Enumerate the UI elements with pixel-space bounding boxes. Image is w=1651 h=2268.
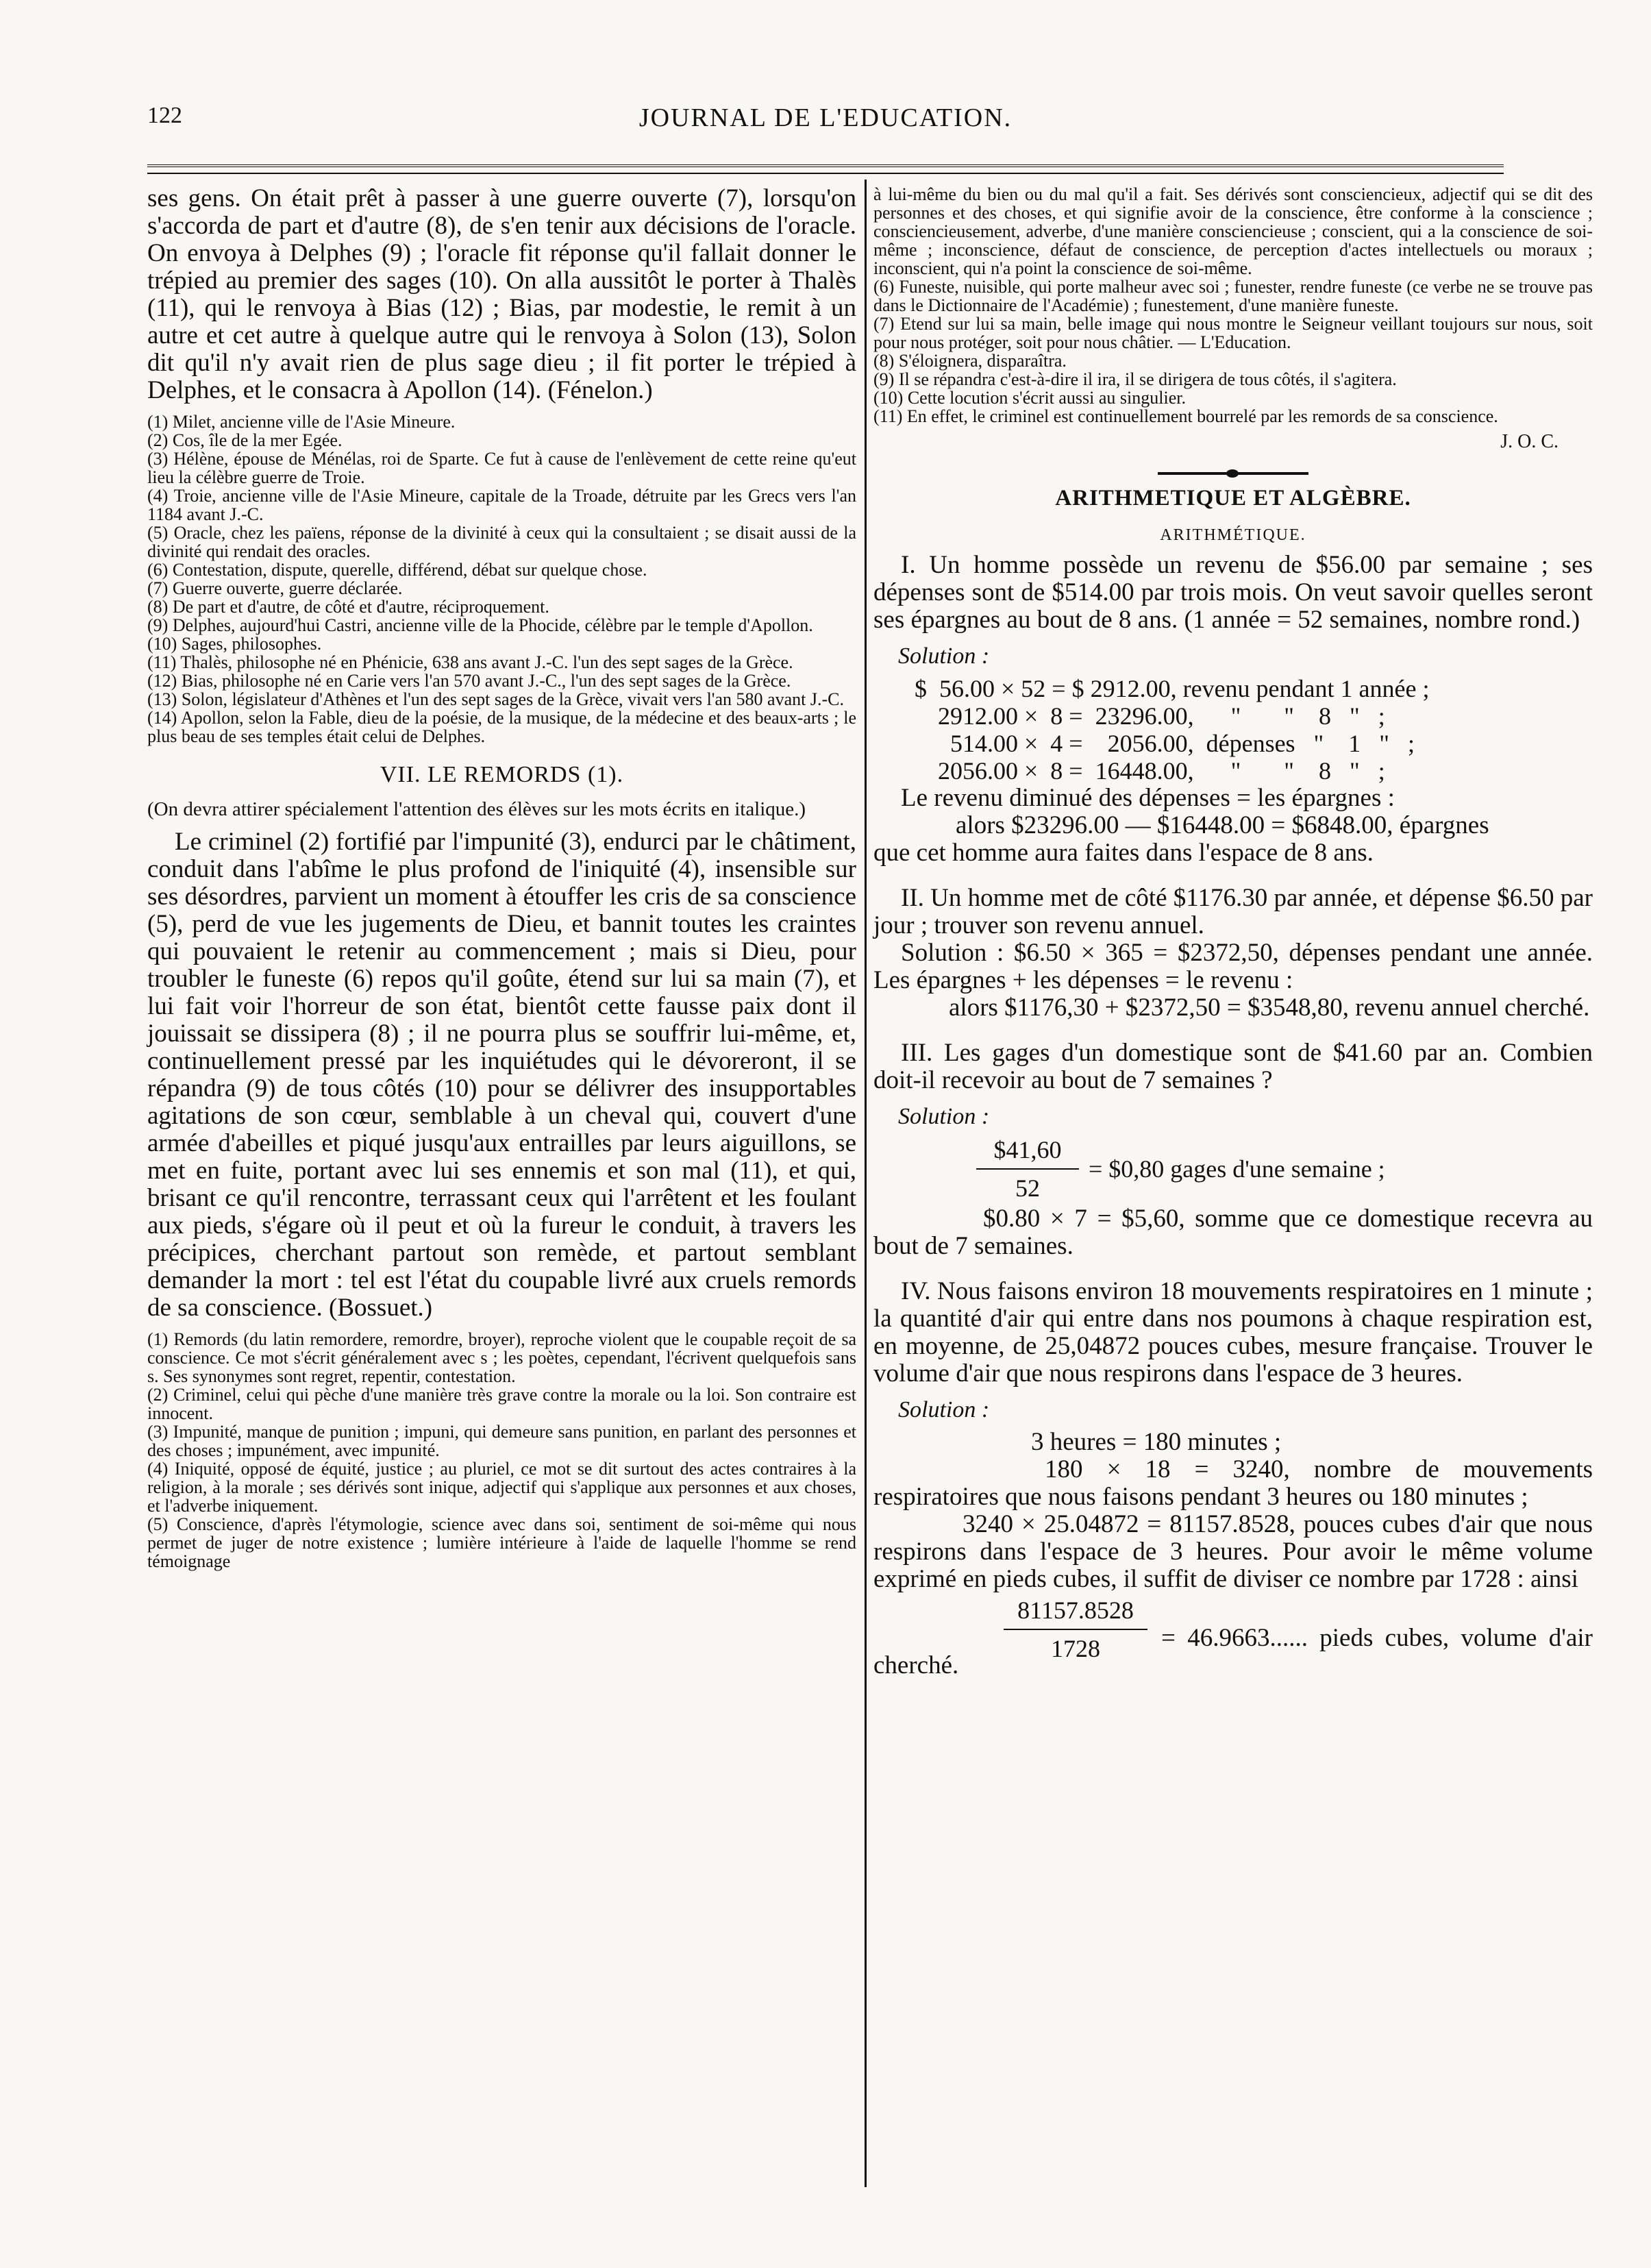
footnote: (10) Cette locution s'écrit aussi au singulier.: [873, 388, 1186, 408]
problem-1-calc: [915, 675, 1593, 785]
footnotes-remords: [147, 1330, 856, 1570]
solution-label: Solution :: [898, 1104, 990, 1129]
footnote: (4) Iniquité, opposé de équité, justice ; au pluriel, ce mot se dit surtout des actes contraires à la religion, à la morale ; ses dérivés sont inique, adjectif qui s'applique aux personnes et aux choses, et l'adverbe iniquement.: [147, 1459, 856, 1516]
header-rule-thin: [147, 173, 1504, 174]
footnote: (9) Il se répandra c'est-à-dire il ira, il se dirigera de tous côtés, il s'agitera.: [873, 369, 1397, 389]
problem-4-line-3: 3240 × 25.04872 = 81157.8528, pouces cubes d'air que nous respirons dans l'espace de 3 heures. Pour avoir le même volume exprimé en pieds cubes, il suffit de diviser ce nombre par 1728 : ainsi: [873, 1510, 1593, 1593]
problem-3: III. Les gages d'un domestique sont de $41.60 par an. Combien doit-il recevoir au bout de 7 semaines ?: [873, 1039, 1593, 1094]
left-column: [147, 185, 856, 1570]
page-number: 122: [147, 103, 182, 128]
problem-4-result: = 46.9663...... pieds cubes, volume d'air cherché.: [873, 1624, 1593, 1679]
footnote: (2) Criminel, celui qui pèche d'une manière très grave contre la morale ou la loi. Son contraire est innocent.: [147, 1385, 856, 1423]
remords-paragraph: Le criminel (2) fortifié par l'impunité (3), endurci par le châtiment, conduit dans l'abîme le plus profond de l'iniquité (4), insensible sur ses désordres, parvient un moment à étouffer les cris de sa conscience (5), perd de vue les jugements de Dieu, et bannit toutes les craintes qui pouvaient le retenir au commencement ; mais si Dieu, pour troubler le funeste (6) repos qu'il goûte, étend sur lui sa main (7), et lui fait voir l'horreur de son état, bientôt cette fausse paix dont il jouissait se dissipera (8) ; il ne pourra plus se souffrir lui-même, et, continuellement pressé par les inquiétudes qui le dévoreront, il se répandra (9) de tous côtés (10) pour se délivrer des insupportables agitations de son cœur, semblable à un cheval qui, couvert d'une armée d'abeilles et piqué jusqu'aux entrailles par leurs aiguillons, se met en fuite, portant avec lui ses ennemis et son mal (11), et qui, brisant ce qu'il rencontre, terrassant ceux qui l'arrêtent et les foulant aux pieds, s'égare où il peut et où la fureur le conduit, à travers les précipices, cherchant partout son remède, et partout semblant demander la mort : tel est l'état du coupable livré aux cruels remords de sa conscience. (Bossuet.): [147, 828, 856, 1322]
problem-1-conclusion-b: alors $23296.00 — $16448.00 = $6848.00, épargnes: [956, 811, 1489, 839]
fraction-denominator: 52: [1015, 1174, 1040, 1202]
footnote: (3) Hélène, épouse de Ménélas, roi de Sparte. Ce fut à cause de l'enlèvement de cette reine qu'eut lieu la célèbre guerre de Troie.: [147, 449, 856, 487]
solution-label: Solution :: [898, 643, 990, 669]
solution-label: Solution :: [898, 1397, 990, 1422]
section-title-arithmetique: ARITHMETIQUE ET ALGÈBRE.: [1055, 486, 1411, 510]
fraction-bar: [976, 1168, 1079, 1170]
footnote: (8) De part et d'autre, de côté et d'autre, réciproquement.: [147, 597, 549, 617]
calc-line: 2912.00 × 8 = 23296.00, " " 8 " ;: [938, 702, 1385, 730]
problem-2-conclusion: alors $1176,30 + $2372,50 = $3548,80, revenu annuel cherché.: [949, 994, 1590, 1022]
footnotes-fable: [147, 412, 856, 745]
footnote: (2) Cos, île de la mer Egée.: [147, 430, 343, 450]
footnote: (7) Etend sur lui sa main, belle image qui nous montre le Seigneur veillant toujours sur nous, soit pour nous protéger, soit pour nous châtier. — L'Education.: [873, 314, 1593, 352]
problem-1-conclusion-c: que cet homme aura faites dans l'espace de 8 ans.: [873, 839, 1374, 867]
footnote: (1) Remords (du latin remordere, remordre, broyer), reproche violent que le coupable reçoit de sa conscience. Ce mot s'écrit généralement avec s ; les poètes, cependant, l'écrivent quelquefois sans s. Ses synonymes sont regret, repentir, contestation.: [147, 1329, 856, 1386]
right-column: [873, 185, 1593, 1679]
footnote: à lui-même du bien ou du mal qu'il a fait. Ses dérivés sont consciencieux, adjectif qui se dit des personnes et des choses, et qui signifie avoir de la conscience, être conforme à la conscience ; consciencieusement, adverbe, d'une manière consciencieuse ; conscient, qui a la conscience de soi-même ; inconscience, défaut de conscience, de perception d'actes intellectuels ou moraux ; inconscient, qui n'a point la conscience de soi-même.: [873, 184, 1593, 278]
problem-2-solution: Solution : $6.50 × 365 = $2372,50, dépenses pendant une année. Les épargnes + les dépenses = le revenu :: [873, 939, 1593, 994]
footnote: (8) S'éloignera, disparaîtra.: [873, 351, 1067, 371]
footnote: (1) Milet, ancienne ville de l'Asie Mineure.: [147, 412, 456, 432]
section-title-remords: VII. LE REMORDS (1).: [380, 762, 624, 787]
calc-line: 514.00 × 4 = 2056.00, dépenses " 1 " ;: [950, 730, 1415, 757]
page-header: [147, 103, 1504, 144]
footnote: (5) Oracle, chez les païens, réponse de la divinité à ceux qui la consultaient ; se disait aussi de la divinité qui rendait des oracles.: [147, 523, 856, 561]
problem-3-fraction: [976, 1135, 1593, 1203]
footnote: (13) Solon, législateur d'Athènes et l'un des sept sages de la Grèce, vivait vers l'an 580 avant J.-C.: [147, 689, 844, 709]
footnote: (5) Conscience, d'après l'étymologie, science avec dans soi, sentiment de soi-même qui nous permet de juger de notre existence ; lumière intérieure à l'aide de laquelle l'homme se rend témoignage: [147, 1514, 856, 1571]
section-note: (On devra attirer spécialement l'attention des élèves sur les mots écrits en italique.): [147, 798, 806, 820]
footnote: (11) En effet, le criminel est continuellement bourrelé par les remords de sa conscience.: [873, 406, 1498, 426]
problem-4: IV. Nous faisons environ 18 mouvements respiratoires en 1 minute ; la quantité d'air qui entre dans nos poumons à chaque respiration est, en moyenne, de 25,04872 pouces cubes, mesure française. Trouver le volume d'air que nous respirons dans l'espace de 3 heures.: [873, 1277, 1593, 1388]
footnote: (14) Apollon, selon la Fable, dieu de la poésie, de la musique, de la médecine et des beaux-arts ; le plus beau de ses temples était celui de Delphes.: [147, 708, 856, 746]
calc-line: $ 56.00 × 52 = $ 2912.00, revenu pendant 1 année ;: [915, 675, 1430, 702]
footnote: (10) Sages, philosophes.: [147, 634, 322, 654]
intro-paragraph: ses gens. On était prêt à passer à une guerre ouverte (7), lorsqu'on s'accorda de part et d'autre (8), de s'en tenir aux décisions de l'oracle. On envoya à Delphes (9) ; l'oracle fit réponse qu'il fallait donner le trépied au premier des sages (10). On alla aussitôt le porter à Thalès (11), qui le renvoya à Bias (12) ; Bias, par modestie, le remit à un autre et cet autre à quelque autre qui le renvoya à Solon (13), Solon dit qu'il n'y avait rien de plus sage dieu ; il fit porter le trépied à Delphes, et le consacra à Apollon (14). (Fénelon.): [147, 184, 856, 404]
problem-1: I. Un homme possède un revenu de $56.00 par semaine ; ses dépenses sont de $514.00 par trois mois. On veut savoir quelles seront ses épargnes au bout de 8 ans. (1 année = 52 semaines, nombre rond.): [873, 551, 1593, 634]
problem-2: II. Un homme met de côté $1176.30 par année, et dépense $6.50 par jour ; trouver son revenu annuel.: [873, 884, 1593, 939]
footnote: (12) Bias, philosophe né en Carie vers l'an 570 avant J.-C., l'un des sept sages de la Grèce.: [147, 671, 791, 691]
fraction-denominator: 1728: [1051, 1635, 1100, 1662]
signature: J. O. C.: [1500, 431, 1559, 452]
problem-3-conclusion: $0.80 × 7 = $5,60, somme que ce domestique recevra au bout de 7 semaines.: [873, 1205, 1593, 1260]
calc-line: 2056.00 × 8 = 16448.00, " " 8 " ;: [938, 757, 1385, 785]
fraction-bar: [1004, 1629, 1147, 1630]
footnote: (9) Delphes, aujourd'hui Castri, ancienne ville de la Phocide, célèbre par le temple d'Apollon.: [147, 615, 813, 635]
problem-4-line-1: 3 heures = 180 minutes ;: [1031, 1428, 1282, 1456]
fraction-numerator: $41,60: [993, 1136, 1062, 1163]
subsection-title: ARITHMÉTIQUE.: [1160, 526, 1306, 544]
fraction-result: = $0,80 gages d'une semaine ;: [1089, 1155, 1385, 1183]
problem-4-line-2: 180 × 18 = 3240, nombre de mouvements respiratoires que nous faisons pendant 3 heures ou 180 minutes ;: [873, 1455, 1593, 1511]
footnote: (11) Thalès, philosophe né en Phénicie, 638 ans avant J.-C. l'un des sept sages de la Grèce.: [147, 652, 793, 672]
footnote: (4) Troie, ancienne ville de l'Asie Mineure, capitale de la Troade, détruite par les Grecs vers l'an 1184 avant J.-C.: [147, 486, 856, 524]
header-rule: [147, 164, 1504, 167]
column-divider: [865, 180, 867, 2187]
footnote: (7) Guerre ouverte, guerre déclarée.: [147, 578, 403, 598]
problem-1-conclusion-a: Le revenu diminué des dépenses = les épargnes :: [901, 784, 1395, 812]
footnote: (6) Funeste, nuisible, qui porte malheur avec soi ; funester, rendre funeste (ce verbe ne se trouve pas dans le Dictionnaire de l'Académie) ; funestement, d'une manière funeste.: [873, 277, 1593, 315]
footnotes-continued: [873, 185, 1593, 426]
journal-title: JOURNAL DE L'EDUCATION.: [638, 103, 1013, 132]
footnote: (6) Contestation, dispute, querelle, différend, débat sur quelque chose.: [147, 560, 647, 580]
ornament-rule: [1158, 472, 1308, 475]
footnote: (3) Impunité, manque de punition ; impuni, qui demeure sans punition, en parlant des personnes et des choses ; impunément, avec impunité.: [147, 1422, 856, 1460]
fraction-numerator: 81157.8528: [1017, 1597, 1134, 1624]
